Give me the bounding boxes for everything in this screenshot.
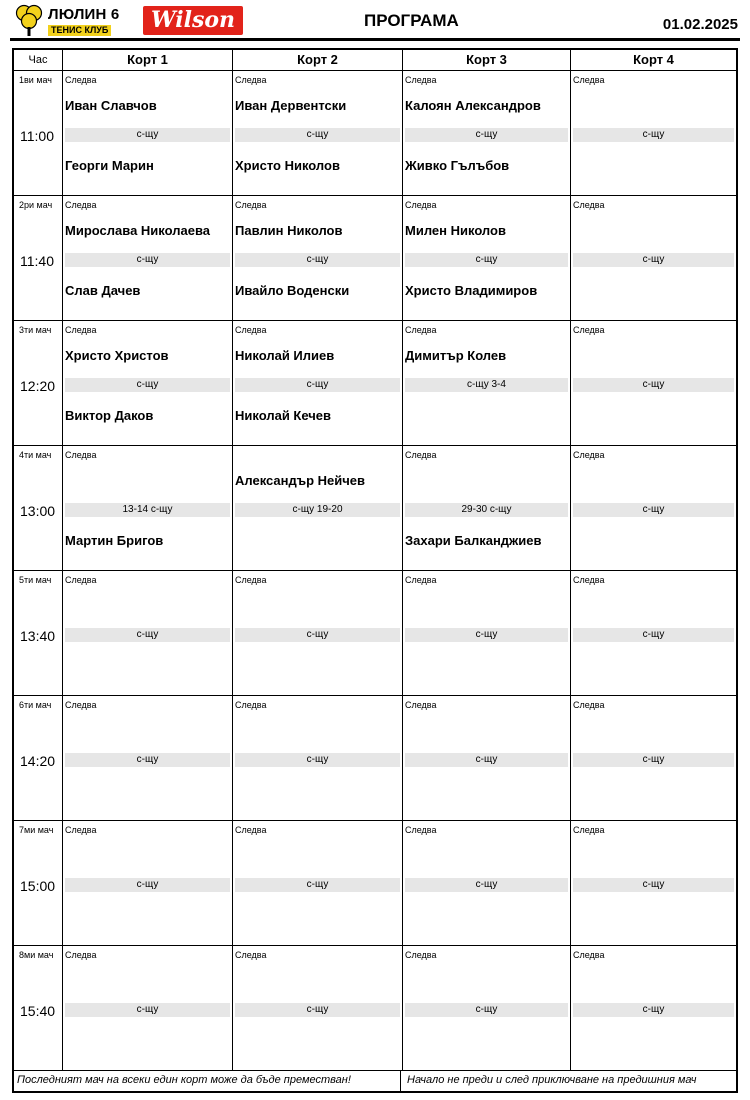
page-header <box>0 0 750 40</box>
court-cell <box>570 571 736 695</box>
match-number: 6ти мач <box>19 700 52 710</box>
match-number: 4ти мач <box>19 450 52 460</box>
next-label: Следва <box>405 75 437 85</box>
versus-bar: с-щу <box>235 128 400 142</box>
court-cell <box>402 446 570 570</box>
table-row <box>14 946 736 1071</box>
column-header-court-2: Корт 2 <box>232 50 402 70</box>
table-footer <box>14 1071 736 1091</box>
player-two: Георги Марин <box>65 158 154 173</box>
next-label: Следва <box>573 825 605 835</box>
versus-bar: с-щу <box>65 753 230 767</box>
court-cell <box>62 946 232 1070</box>
court-cell <box>570 196 736 320</box>
versus-bar: с-щу <box>235 878 400 892</box>
schedule-date: 01.02.2025 <box>662 16 738 33</box>
versus-bar: с-щу <box>405 128 568 142</box>
versus-bar: с-щу <box>405 753 568 767</box>
versus-bar: с-щу <box>573 878 734 892</box>
club-logo <box>12 3 142 37</box>
next-label: Следва <box>573 325 605 335</box>
next-label: Следва <box>235 200 267 210</box>
table-row <box>14 71 736 196</box>
table-row <box>14 696 736 821</box>
table-row <box>14 196 736 321</box>
next-label: Следва <box>235 575 267 585</box>
match-number: 3ти мач <box>19 325 52 335</box>
court-cell <box>62 696 232 820</box>
court-cell <box>402 946 570 1070</box>
player-two: Христо Владимиров <box>405 283 538 298</box>
versus-bar: с-щу <box>573 378 734 392</box>
column-header-court-4: Корт 4 <box>570 50 736 70</box>
next-label: Следва <box>405 325 437 335</box>
player-one: Иван Славчов <box>65 98 157 113</box>
player-one: Мирослава Николаева <box>65 223 211 238</box>
court-cell <box>232 321 402 445</box>
player-two: Живко Гълъбов <box>405 158 510 173</box>
time-cell <box>14 696 62 820</box>
club-name: ЛЮЛИН 6 <box>48 6 120 23</box>
match-number: 5ти мач <box>19 575 52 585</box>
match-number: 7ми мач <box>19 825 54 835</box>
next-label: Следва <box>235 325 267 335</box>
next-label: Следва <box>405 200 437 210</box>
column-header-court-1: Корт 1 <box>62 50 232 70</box>
versus-bar: с-щу <box>65 878 230 892</box>
match-time: 12:20 <box>20 378 56 394</box>
time-cell <box>14 821 62 945</box>
match-number: 2ри мач <box>19 200 53 210</box>
footer-note-right: Начало не преди и след приключване на предишния мач <box>400 1071 736 1091</box>
footer-note-left: Последният мач на всеки един корт може да бъде преместван! <box>17 1074 351 1086</box>
time-cell <box>14 321 62 445</box>
column-header-court-3: Корт 3 <box>402 50 570 70</box>
next-label: Следва <box>65 325 97 335</box>
player-two: Виктор Даков <box>65 408 154 423</box>
tennis-ball-icon <box>12 3 46 37</box>
next-label: Следва <box>405 450 437 460</box>
versus-bar: с-щу <box>573 503 734 517</box>
versus-bar: с-щу <box>235 253 400 267</box>
court-cell <box>402 571 570 695</box>
court-cell <box>402 321 570 445</box>
versus-bar: с-щу 3-4 <box>405 378 568 392</box>
versus-bar: с-щу <box>573 628 734 642</box>
versus-bar: с-щу <box>573 128 734 142</box>
next-label: Следва <box>65 700 97 710</box>
versus-bar: с-щу <box>405 628 568 642</box>
player-one: Христо Христов <box>65 348 169 363</box>
versus-bar: с-щу 19-20 <box>235 503 400 517</box>
table-header <box>14 50 736 71</box>
player-two: Николай Кечев <box>235 408 332 423</box>
versus-bar: с-щу <box>573 253 734 267</box>
match-time: 11:00 <box>20 128 54 144</box>
next-label: Следва <box>405 825 437 835</box>
next-label: Следва <box>573 450 605 460</box>
player-one: Иван Дервентски <box>235 98 347 113</box>
match-time: 15:00 <box>20 878 56 894</box>
next-label: Следва <box>65 950 97 960</box>
player-one: Калоян Александров <box>405 98 541 113</box>
player-one: Александър Нейчев <box>235 473 365 488</box>
versus-bar: с-щу <box>65 253 230 267</box>
schedule-table <box>12 48 738 1093</box>
table-row <box>14 821 736 946</box>
page-title: ПРОГРАМА <box>364 11 459 30</box>
next-label: Следва <box>65 75 97 85</box>
versus-bar: с-щу <box>405 1003 568 1017</box>
match-time: 13:40 <box>20 628 56 644</box>
player-two: Христо Николов <box>235 158 340 173</box>
versus-bar: с-щу <box>573 1003 734 1017</box>
versus-bar: 29-30 с-щу <box>405 503 568 517</box>
versus-bar: с-щу <box>573 753 734 767</box>
court-cell <box>62 571 232 695</box>
court-cell <box>232 946 402 1070</box>
court-cell <box>232 446 402 570</box>
player-two: Захари Балканджиев <box>405 533 542 548</box>
player-two: Ивайло Воденски <box>235 283 350 298</box>
court-cell <box>232 71 402 195</box>
versus-bar: с-щу <box>235 378 400 392</box>
next-label: Следва <box>235 825 267 835</box>
court-cell <box>62 821 232 945</box>
versus-bar: с-щу <box>65 1003 230 1017</box>
player-two: Слав Дачев <box>65 283 141 298</box>
court-cell <box>232 571 402 695</box>
court-cell <box>570 946 736 1070</box>
next-label: Следва <box>235 700 267 710</box>
versus-bar: с-щу <box>405 878 568 892</box>
court-cell <box>232 696 402 820</box>
sponsor-logo: Wilson <box>143 6 243 35</box>
court-cell <box>402 196 570 320</box>
versus-bar: с-щу <box>65 378 230 392</box>
match-time: 11:40 <box>20 253 54 269</box>
versus-bar: с-щу <box>235 628 400 642</box>
versus-bar: 13-14 с-щу <box>65 503 230 517</box>
court-cell <box>232 821 402 945</box>
time-cell <box>14 946 62 1070</box>
player-one: Павлин Николов <box>235 223 343 238</box>
player-one: Димитър Колев <box>405 348 507 363</box>
court-cell <box>570 696 736 820</box>
match-time: 14:20 <box>20 753 56 769</box>
time-cell <box>14 446 62 570</box>
court-cell <box>570 321 736 445</box>
court-cell <box>402 821 570 945</box>
versus-bar: с-щу <box>235 1003 400 1017</box>
court-cell <box>570 446 736 570</box>
next-label: Следва <box>65 825 97 835</box>
next-label: Следва <box>573 75 605 85</box>
next-label: Следва <box>405 575 437 585</box>
next-label: Следва <box>235 950 267 960</box>
court-cell <box>62 446 232 570</box>
court-cell <box>232 196 402 320</box>
table-row <box>14 571 736 696</box>
court-cell <box>62 196 232 320</box>
player-two: Мартин Бригов <box>65 533 164 548</box>
next-label: Следва <box>573 700 605 710</box>
next-label: Следва <box>573 575 605 585</box>
versus-bar: с-щу <box>405 253 568 267</box>
next-label: Следва <box>573 200 605 210</box>
header-divider <box>10 38 740 41</box>
versus-bar: с-щу <box>65 628 230 642</box>
court-cell <box>62 71 232 195</box>
next-label: Следва <box>65 575 97 585</box>
match-number: 8ми мач <box>19 950 54 960</box>
table-row <box>14 446 736 571</box>
versus-bar: с-щу <box>235 753 400 767</box>
player-one: Николай Илиев <box>235 348 335 363</box>
court-cell <box>62 321 232 445</box>
next-label: Следва <box>65 450 97 460</box>
next-label: Следва <box>405 700 437 710</box>
time-cell <box>14 196 62 320</box>
time-cell <box>14 571 62 695</box>
match-time: 15:40 <box>20 1003 56 1019</box>
player-one: Милен Николов <box>405 223 506 238</box>
match-number: 1ви мач <box>19 75 52 85</box>
table-row <box>14 321 736 446</box>
club-subtitle: ТЕНИС КЛУБ <box>48 25 111 36</box>
court-cell <box>402 71 570 195</box>
court-cell <box>570 71 736 195</box>
court-cell <box>570 821 736 945</box>
match-time: 13:00 <box>20 503 56 519</box>
next-label: Следва <box>235 75 267 85</box>
court-cell <box>402 696 570 820</box>
next-label: Следва <box>573 950 605 960</box>
column-header-time: Час <box>28 54 48 66</box>
time-cell <box>14 71 62 195</box>
next-label: Следва <box>405 950 437 960</box>
next-label: Следва <box>65 200 97 210</box>
versus-bar: с-щу <box>65 128 230 142</box>
